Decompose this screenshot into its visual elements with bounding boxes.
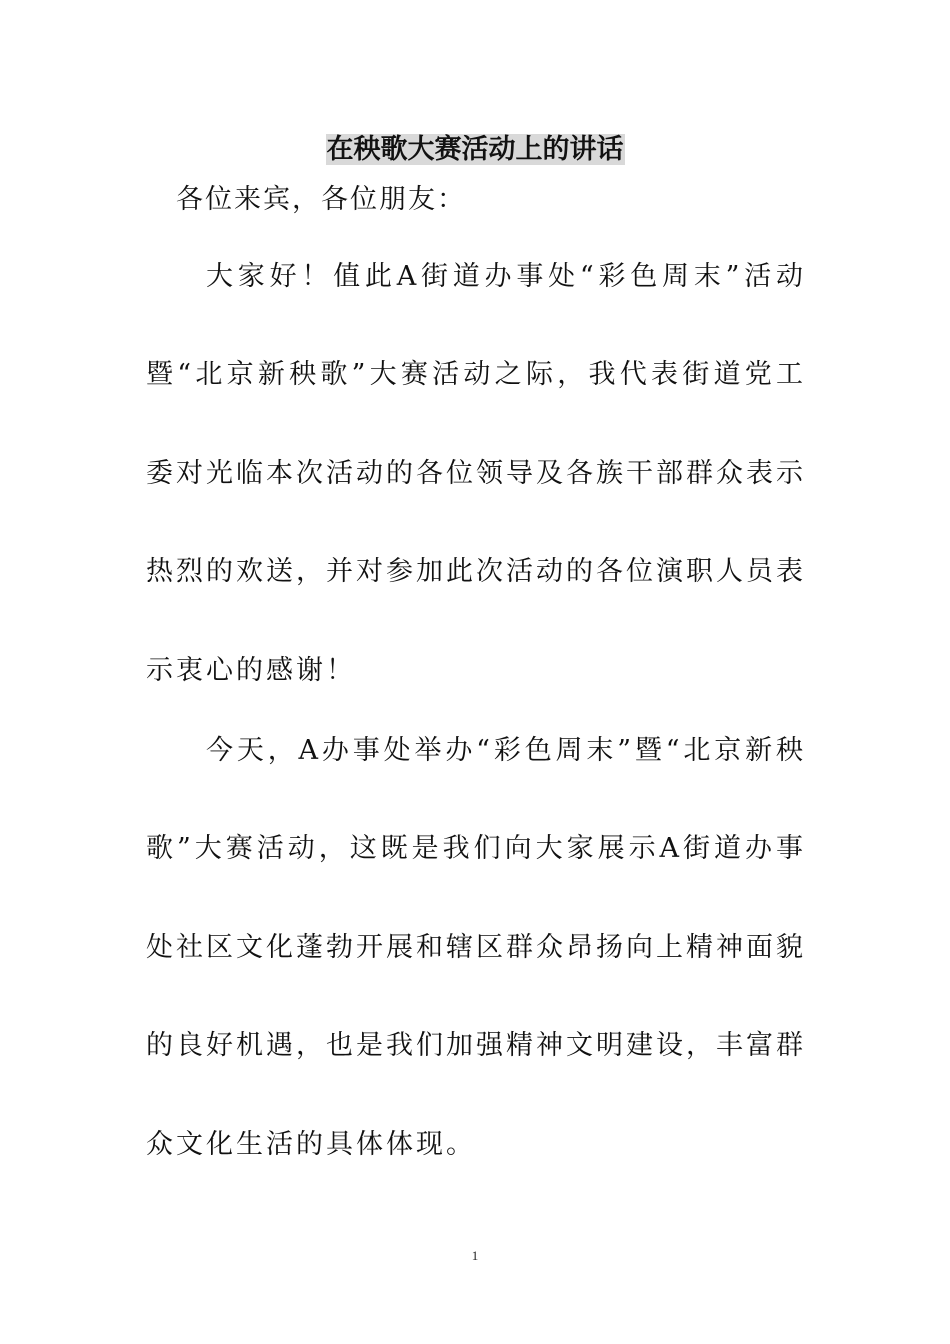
- document-title: [0, 130, 950, 170]
- document-title-text: 在秧歌大赛活动上的讲话: [326, 134, 624, 165]
- salutation: 各位来宾，各位朋友：: [176, 184, 466, 215]
- paragraph-welcome: 大家好！值此A街道办事处“彩色周末”活动暨“北京新秧歌”大赛活动之际，我代表街道党工委对光临本次活动的各位领导及各族干部群众表示热烈的欢送，并对参加此次活动的各位演职人员表示衷心的感谢！: [146, 261, 806, 686]
- paragraph-today: 今天，A办事处举办“彩色周末”暨“北京新秧歌”大赛活动，这既是我们向大家展示A街道办事处社区文化蓬勃开展和辖区群众昂扬向上精神面貌的良好机遇，也是我们加强精神文明建设，丰富群众文化生活的具体体现。: [146, 735, 806, 1160]
- page-number: 1: [471, 1248, 479, 1263]
